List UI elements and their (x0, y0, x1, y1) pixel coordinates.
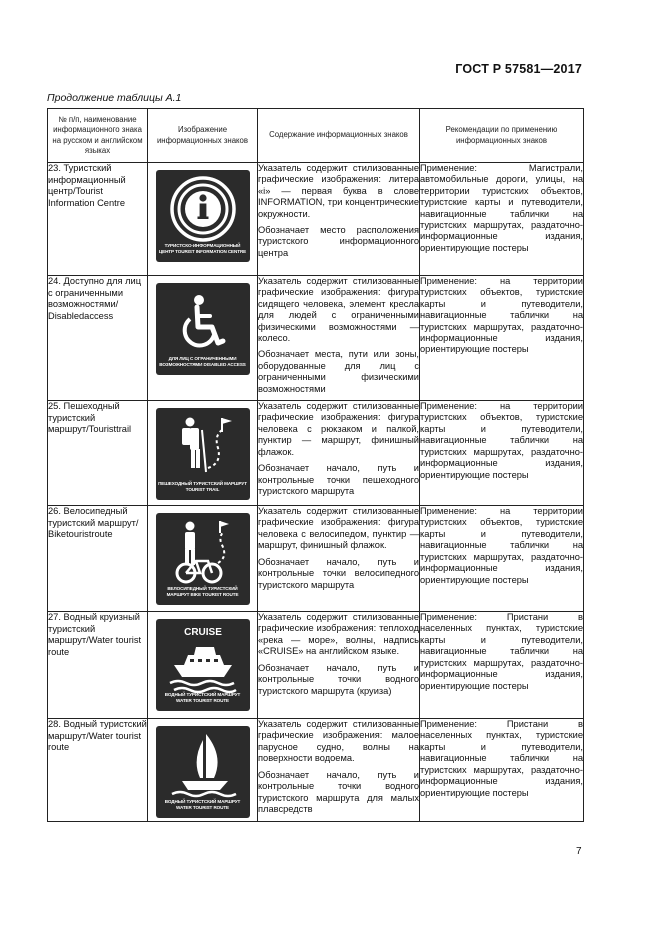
content-meaning: Обозначает место расположения туристского информационного центра (258, 225, 419, 258)
sign-bike-route (156, 513, 250, 605)
sign-disabled-access (156, 283, 250, 375)
sign-recommendations: Применение: на территории туристских объектов, туристские карты и путеводители, навигационные таблички на туристских маршрутах, раздаточно-информационные издания, ориентирующие постеры (420, 401, 584, 506)
table-row (48, 401, 584, 506)
column-header-image: Изображение информационных знаков (148, 109, 258, 163)
content-description: Указатель содержит стилизованные графические изображения: фигура человека с велосипедом, пунктир — маршрут, финишный флажок. (258, 506, 419, 551)
sign-caption: ТУРИСТСКО-ИНФОРМАЦИОННЫЙ ЦЕНТР TOURIST INFORMATION CENTRE (158, 243, 247, 254)
content-description: Указатель содержит стилизованные графические изображения: фигура человека с рюкзаком и палкой, пунктир — маршрут, финишный флажок. (258, 401, 419, 457)
sign-tourist-trail (156, 408, 250, 500)
table-header-row (48, 109, 584, 163)
sign-content (258, 719, 420, 822)
content-meaning: Обозначает начало, путь и контрольные точки водного туристского маршрута для малых плавсредств (258, 769, 419, 814)
sign-name: 27. Водный круизный туристский маршрут/Water tourist route (48, 612, 148, 719)
content-meaning: Обозначает начало, путь и контрольные точки водного туристского маршрута (круиза) (258, 662, 419, 696)
sign-image-cell (148, 276, 258, 401)
content-meaning: Обозначает места, пути или зоны, оборудованные для лиц с ограниченными физическими возможностями (258, 349, 419, 394)
sign-name: 26. Велосипедный туристский маршрут/ Biketouristroute (48, 506, 148, 612)
sign-image-cell (148, 506, 258, 612)
table-row (48, 612, 584, 719)
sign-recommendations: Применение: Магистрали, автомобильные дороги, улицы, на территории туристских объектов, туристские карты и путеводители, навигационные таблички на туристских маршрутах, раздаточно-информационные издания, ориентирующие постеры (420, 163, 584, 276)
sign-caption: ДЛЯ ЛИЦ С ОГРАНИЧЕННЫМИ ВОЗМОЖНОСТЯМИ DISABLED ACCESS (159, 356, 246, 367)
column-header-content: Содержание информационных знаков (258, 109, 420, 163)
sign-image-cell (148, 719, 258, 822)
sign-recommendations: Применение: на территории туристских объектов, туристские карты и путеводители, навигационные таблички на туристских маршрутах, раздаточно-информационные издания, ориентирующие постеры (420, 506, 584, 612)
content-meaning: Обозначает начало, путь и контрольные точки пешеходного туристского маршрута (258, 463, 419, 496)
table-row (48, 276, 584, 401)
content-meaning: Обозначает начало, путь и контрольные точки велосипедного туристского маршрута (258, 556, 419, 590)
column-header-recommendations: Рекомендации по применению информационных знаков (420, 109, 584, 163)
sign-name: 23. Туристский информационный центр/Tourist Information Centre (48, 163, 148, 276)
sign-content (258, 401, 420, 506)
sign-content (258, 612, 420, 719)
sign-cruise-route (156, 619, 250, 711)
table-row (48, 506, 584, 612)
content-description: Указатель содержит стилизованные графические изображения: литера «i» — первая буква в слове INFORMATION, три концентрические окружности. (258, 163, 419, 219)
sign-sailboat-route (156, 726, 250, 818)
content-description: Указатель содержит стилизованные графические изображения: теплоход «река — море», волны, надпись «CRUISE» на английском языке. (258, 612, 419, 657)
content-description: Указатель содержит стилизованные графические изображения: фигура сидящего человека, элемент кресла для людей с ограниченными физическими возможностями — колесо. (258, 276, 419, 344)
sign-name: 24. Доступно для лиц с ограниченными возможностями/ Disabledaccess (48, 276, 148, 401)
sign-tourist-info (156, 170, 250, 262)
sign-caption: ПЕШЕХОДНЫЙ ТУРИСТСКИЙ МАРШРУТ TOURIST TRAIL (158, 481, 247, 493)
content-description: Указатель содержит стилизованные графические изображения: малое парусное судно, волны на поверхности водоема. (258, 719, 419, 764)
sign-name: 28. Водный туристский маршрут/Water tourist route (48, 719, 148, 822)
signs-table (47, 108, 584, 822)
table-row (48, 719, 584, 822)
sign-name: 25. Пешеходный туристский маршрут/Touristtrail (48, 401, 148, 506)
table-caption: Продолжение таблицы А.1 (47, 92, 182, 104)
sign-recommendations: Применение: Пристани в населенных пунктах, туристские карты и путеводители, навигационные таблички на туристских маршрутах, раздаточно-информационные издания, ориентирующие постеры (420, 612, 584, 719)
sign-image-cell (148, 401, 258, 506)
sign-content (258, 163, 420, 276)
sign-recommendations: Применение: Пристани в населенных пунктах, туристские карты и путеводители, навигационные таблички на туристских маршрутах, раздаточно-информационные издания, ориентирующие постеры (420, 719, 584, 822)
page-number: 7 (576, 846, 582, 857)
sign-content (258, 506, 420, 612)
sign-content (258, 276, 420, 401)
cruise-label: CRUISE (183, 627, 222, 639)
sign-recommendations: Применение: на территории туристских объектов, туристские карты и путеводители, навигационные таблички на туристских маршрутах, раздаточно-информационные издания, ориентирующие постеры (420, 276, 584, 401)
sign-caption: ВОДНЫЙ ТУРИСТСКИЙ МАРШРУТ WATER TOURIST ROUTE (164, 692, 241, 704)
sign-caption: ВОДНЫЙ ТУРИСТСКИЙ МАРШРУТ WATER TOURIST ROUTE (164, 799, 241, 811)
table-row (48, 163, 584, 276)
sign-image-cell (148, 612, 258, 719)
sign-caption: ВЕЛОСИПЕДНЫЙ ТУРИСТСКИЙ МАРШРУТ BIKE TOURIST ROUTE (166, 586, 239, 598)
document-code: ГОСТ Р 57581—2017 (455, 62, 582, 76)
sign-image-cell (148, 163, 258, 276)
column-header-name: № п/п, наименование информационного знака на русском и английском языках (48, 109, 148, 163)
